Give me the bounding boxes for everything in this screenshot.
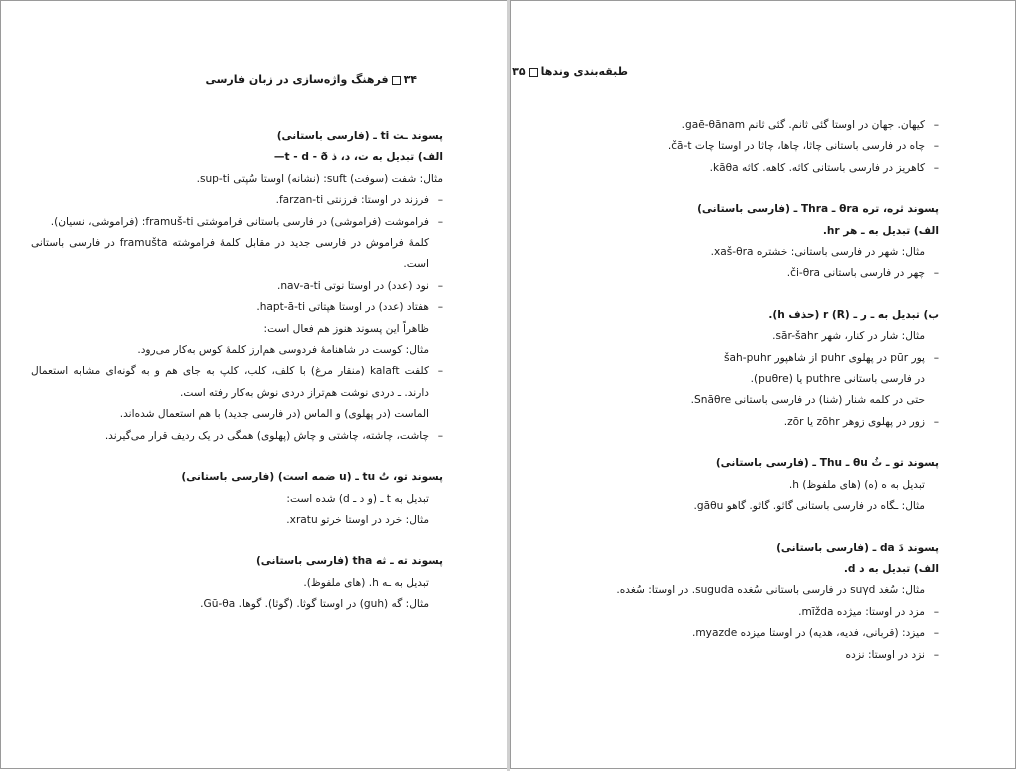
list-item: – نود (عدد) در اوستا نوتی nav-a-ti.	[31, 276, 443, 297]
section-heading: الف) تبدیل به ت، د، ذ t - d - ð—	[273, 151, 443, 164]
list-item: – نزد در اوستا: نزده	[539, 645, 939, 666]
list-item: – فراموشت (فراموشی) در فارسی باستانی فراموشتی framuš-ti: (فراموشی، نسیان).	[31, 212, 443, 233]
section-heading: پسوند تو، تُ tu ـ (u ضمه است) (فارسی باستانی)	[181, 471, 443, 484]
running-head-title-left: فرهنگ واژه‌سازی در زبان فارسی	[205, 73, 389, 86]
running-head-left	[205, 73, 417, 86]
text-line: تبدیل به ـه h. (های ملفوظ).	[303, 576, 429, 589]
separator-box-icon	[392, 76, 401, 85]
list-item: – هفتاد (عدد) در اوستا هپتاتی hapt-ā-ti.	[31, 297, 443, 318]
page-number-right: ۳۵	[512, 65, 526, 78]
text-line: در فارسی باستانی puthre یا (puθre).	[750, 373, 925, 386]
text-line: مثال: کوست در شاهنامهٔ فردوسی هم‌ارز کلمهٔ کوس به‌کار می‌رود.	[137, 344, 429, 357]
section-heading: ب) تبدیل به ـ ر ـ r (R) (حذف h).	[768, 308, 939, 321]
list-item: – پور pūr در پهلوی puhr از شاهپور šah-puhr	[539, 348, 939, 369]
text-line: تبدیل به ه (ه) (های ملفوظ) h.	[788, 478, 925, 491]
section-gap	[539, 285, 939, 305]
text-line: الماست (در پهلوی) و الماس (در فارسی جدید) با هم استعمال شده‌اند.	[119, 408, 429, 421]
list-item: – فرزند در اوستا: فرزنتی farzan-ti.	[31, 190, 443, 211]
list-item: – کاهریز در فارسی باستانی کاثه. کاهه. کاثه kāθa.	[539, 158, 939, 179]
list-item: – چهر در فارسی باستانی či-θra.	[539, 263, 939, 284]
separator-box-icon	[529, 68, 538, 77]
text-line: کلمهٔ فراموش در فارسی جدید در مقابل کلمهٔ فراموشته framušta در فارسی باستانی است.	[31, 237, 429, 271]
list-item: – چاه در فارسی باستانی چاثا، چاها، چاثا در اوستا چات čā-t.	[539, 136, 939, 157]
section-gap	[539, 433, 939, 453]
section-heading: الف) تبدیل به د d.	[843, 562, 939, 575]
text-line: تبدیل به t ـ (و د ـ d) شده است:	[286, 492, 429, 505]
text-line: مثال: خرد در اوستا خرتو xratu.	[286, 513, 429, 526]
left-page	[0, 0, 508, 769]
text-line: حتی در کلمه شنار (شنا) در فارسی باستانی Snāθre.	[690, 394, 925, 407]
list-item: – کلفت kalaft (منقار مرغ) با کلف، کلب، کلپ به جای هم و به گونه‌ای مشابه استعمال دارند. ـ دردی نوشت هم‌تراز دردی نوش به‌کار رفته است.	[31, 361, 443, 404]
section-heading: الف) تبدیل به ـ هر hr.	[822, 224, 939, 237]
list-item: – کیهان. جهان در اوستا گئی ثانم. گئی ثانم gaē-θānam.	[539, 115, 939, 136]
section-gap	[31, 531, 443, 551]
section-heading: پسوند ـت ti ـ (فارسی باستانی)	[276, 130, 443, 142]
list-item: – چاشت، چاشته، چاشتی و چاش (پهلوی) همگی در یک ردیف قرار می‌گیرند.	[31, 426, 443, 447]
text-line: مثال: گه (guh) در اوستا گوثا. (گوثا). گوها. Gū-θa.	[200, 598, 429, 611]
list-item: – مزد در اوستا: میژده mīžda.	[539, 602, 939, 623]
section-heading: پسوند تو ـ ثُ θu ـ Thu ـ (فارسی باستانی)	[715, 457, 939, 470]
right-page	[510, 0, 1016, 769]
list-item: – میزد: (قربانی، فدیه، هدیه) در اوستا میزده myazde.	[539, 623, 939, 644]
running-head-right	[512, 65, 628, 78]
section-gap	[539, 179, 939, 199]
section-heading: پسوند ثره، تره θra ـ Thra ـ (فارسی باستانی)	[697, 203, 939, 216]
right-page-body	[539, 115, 939, 666]
running-head-title-right: طبقه‌بندی وندها	[540, 65, 628, 78]
page-number-left: ۳۴	[403, 73, 417, 86]
text-line: مثال: ـگاه در فارسی باستانی گاثو. گاثو. گاهو gāθu.	[693, 500, 925, 513]
section-heading: پسوند دَ da ـ (فارسی باستانی)	[776, 541, 939, 554]
section-gap	[539, 518, 939, 538]
text-line: ظاهراً این پسوند هنوز هم فعال است:	[263, 322, 429, 335]
text-line: مثال: شهر در فارسی باستانی: خشتره xaš-θra.	[710, 246, 925, 259]
list-item: – زور در پهلوی زوهر zōhr یا zōr.	[539, 412, 939, 433]
left-page-body	[31, 126, 443, 616]
text-line: مثال: شار در کنار، شهر sār-šahr.	[772, 330, 925, 343]
section-heading: پسوند ته ـ ثه tha (فارسی باستانی)	[255, 555, 443, 568]
section-gap	[31, 447, 443, 467]
text-line: مثال: شفت (سوفت) suft: (نشانه) اوستا سُپتی sup-ti.	[196, 172, 443, 185]
text-line: مثال: سُغد suγd در فارسی باستانی سُغده suguda. در اوستا: سُغده.	[616, 584, 925, 597]
